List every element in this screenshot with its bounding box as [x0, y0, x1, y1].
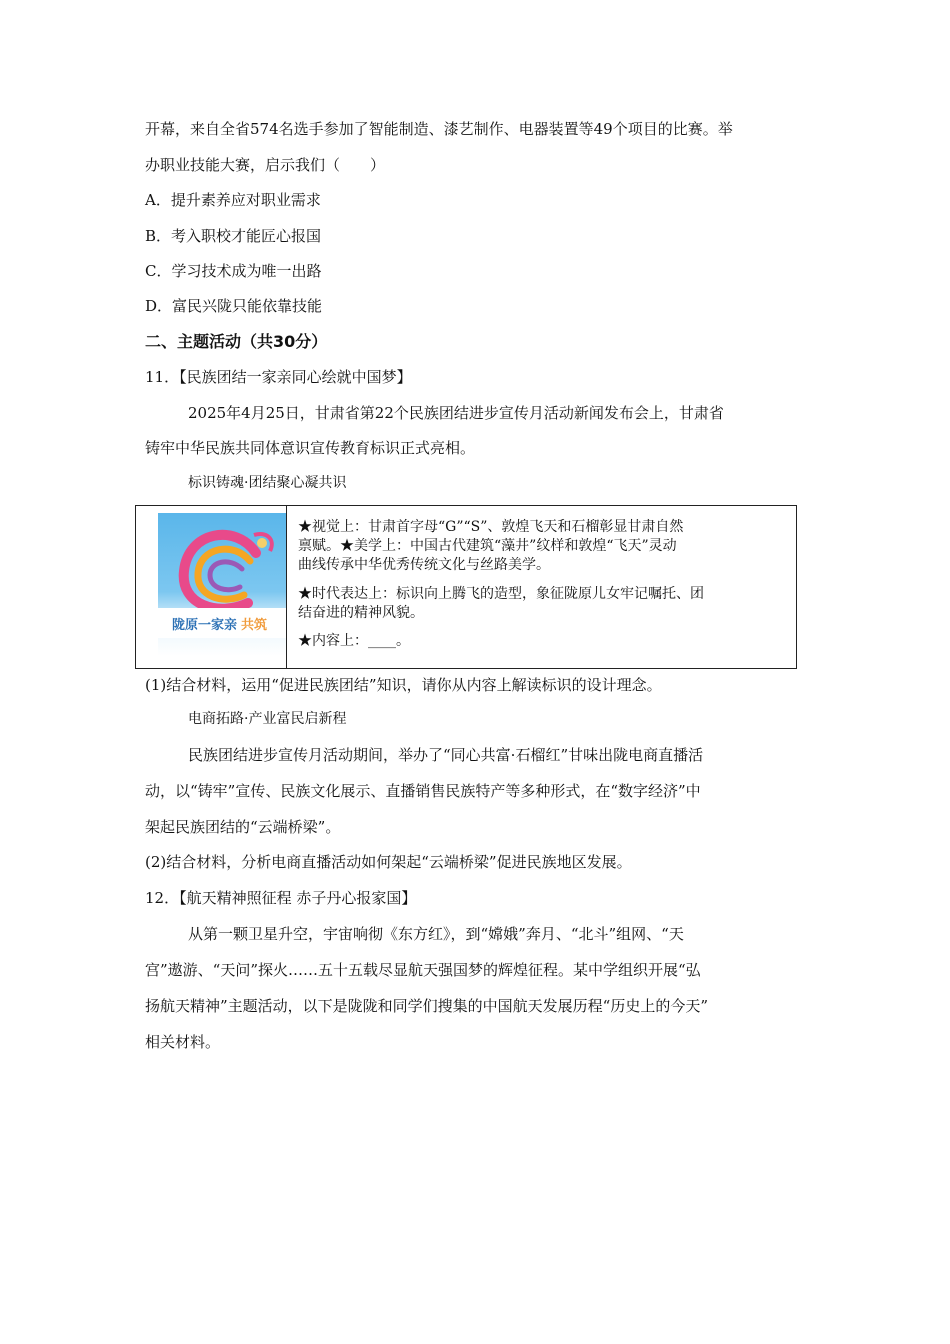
logo-slogan-part-1: 陇原一家亲 — [172, 617, 238, 633]
q11-question-1: (1)结合材料，运用“促进民族团结”知识，请你从内容上解读标识的设计理念。 — [145, 676, 662, 694]
q12-para-line-2: 宫”遨游、“天问”探火……五十五载尽显航天强国梦的辉煌征程。某中学组织开展“弘 — [145, 961, 701, 979]
q11-para-2-line-3: 架起民族团结的“云端桥梁”。 — [145, 818, 341, 836]
q12-title: 12．【航天精神照征程 赤子丹心报家国】 — [145, 889, 417, 907]
q10-option-b: B．考入职校才能匠心报国 — [145, 227, 322, 245]
box-line-3: 曲线传承中华优秀传统文化与丝路美学。 — [298, 557, 550, 573]
logo-slogan-part-2: 共筑 — [241, 617, 268, 633]
logo-slogan-band — [158, 608, 286, 638]
q11-title: 11．【民族团结一家亲同心绘就中国梦】 — [145, 368, 412, 386]
q11-intro-line-2: 铸牢中华民族共同体意识宣传教育标识正式亮相。 — [145, 439, 476, 457]
section-2-title: 二、主题活动（共30分） — [145, 332, 328, 351]
box-line-6: ★内容上：____。 — [298, 633, 410, 649]
box-line-5: 结奋进的精神风貌。 — [298, 605, 424, 621]
box-line-2: 禀赋。★美学上：中国古代建筑“藻井”纹样和敦煌“飞天”灵动 — [298, 538, 677, 554]
q12-para-line-4: 相关材料。 — [145, 1033, 221, 1051]
gansu-logo-image — [158, 513, 286, 656]
q10-text-line-2: 办职业技能大赛，启示我们（ ） — [145, 156, 386, 174]
q12-para-line-3: 扬航天精神”主题活动，以下是陇陇和同学们搜集的中国航天发展历程“历史上的今天” — [145, 997, 709, 1015]
q12-para-line-1: 从第一颗卫星升空，宇宙响彻《东方红》，到“嫦娥”奔月、“北斗”组网、“天 — [188, 925, 684, 943]
q11-para-2-line-1: 民族团结进步宣传月活动期间，举办了“同心共富·石榴红”甘味出陇电商直播活 — [188, 746, 704, 764]
q10-option-d: D．富民兴陇只能依靠技能 — [145, 297, 323, 315]
q10-option-a: A．提升素养应对职业需求 — [145, 191, 321, 209]
q10-text-line-1: 开幕，来自全省574名选手参加了智能制造、漆艺制作、电器装置等49个项目的比赛。举 — [145, 120, 733, 138]
q11-question-2: (2)结合材料，分析电商直播活动如何架起“云端桥梁”促进民族地区发展。 — [145, 853, 632, 871]
table-divider — [286, 506, 287, 668]
q11-subheading-1: 标识铸魂·团结聚心凝共识 — [188, 475, 347, 491]
logo-info-table — [135, 505, 797, 669]
q11-subheading-2: 电商拓路·产业富民启新程 — [188, 711, 347, 727]
box-line-4: ★时代表达上：标识向上腾飞的造型，象征陇原儿女牢记嘱托、团 — [298, 586, 704, 602]
q10-option-c: C．学习技术成为唯一出路 — [145, 262, 322, 280]
q11-intro-line-1: 2025年4月25日，甘肃省第22个民族团结进步宣传月活动新闻发布会上，甘肃省 — [188, 404, 724, 422]
q11-para-2-line-2: 动，以“铸牢”宣传、民族文化展示、直播销售民族特产等多种形式，在“数字经济”中 — [145, 782, 701, 800]
box-line-1: ★视觉上：甘肃首字母“G”“S”、敦煌飞天和石榴彰显甘肃自然 — [298, 519, 684, 535]
